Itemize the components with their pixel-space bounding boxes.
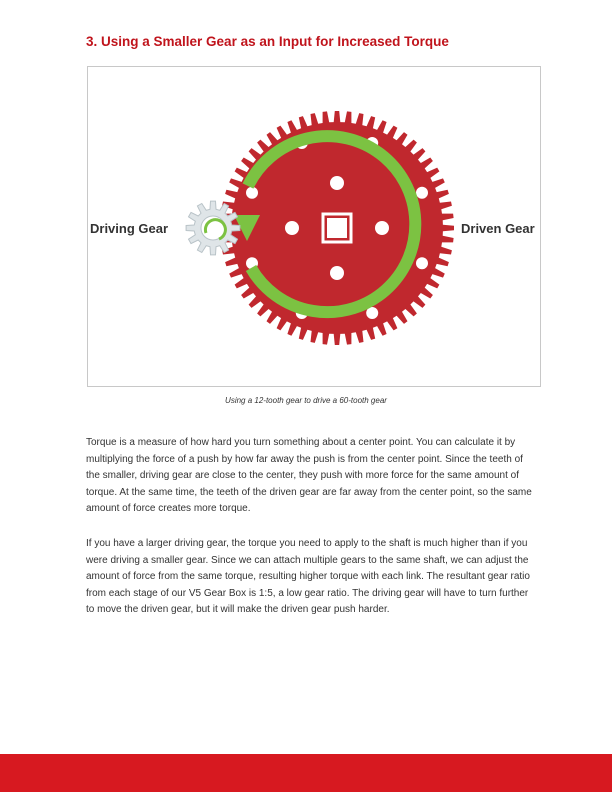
inner-hole (285, 221, 299, 235)
driving-gear-label: Driving Gear (90, 221, 169, 236)
outer-hole (416, 187, 428, 199)
square-shaft-hole (327, 218, 347, 238)
paragraph-larger-gear: If you have a larger driving gear, the torque you need to apply to the shaft is much higher than if you were driving a smaller gear. Since we can attach multiple gears to the same shaft, we can adjust the amount of force from the same torque, resulting higher torque with each link. The resultant gear ratio from each stage of our V5 Gear Box is 1:5, a low gear ratio. The driving gear will have to turn further to move the driven gear, but it will make the driven gear push harder. (86, 538, 530, 616)
paragraph-torque-definition: Torque is a measure of how hard you turn something about a center point. You can calculate it by multiplying the force of a push by how far away the push is from the center point. Since the teeth of the smaller, driving gear are close to the center, they push with more force for the same amount of torque. At the same time, the teeth of the driven gear are far away from the center point, so the same amount of force creates more torque. (86, 437, 532, 515)
outer-hole (416, 257, 428, 269)
inner-hole (330, 176, 344, 190)
figure-caption: Using a 12-tooth gear to drive a 60-tooth gear (225, 396, 387, 405)
gear-illustration (88, 67, 542, 388)
outer-hole (246, 187, 258, 199)
inner-hole (330, 266, 344, 280)
footer-bar (0, 754, 612, 792)
driven-gear-label: Driven Gear (461, 221, 535, 236)
inner-hole (375, 221, 389, 235)
driving-gear-12-tooth (186, 201, 240, 255)
gear-figure (87, 66, 541, 387)
section-heading: 3. Using a Smaller Gear as an Input for Increased Torque (86, 34, 449, 49)
